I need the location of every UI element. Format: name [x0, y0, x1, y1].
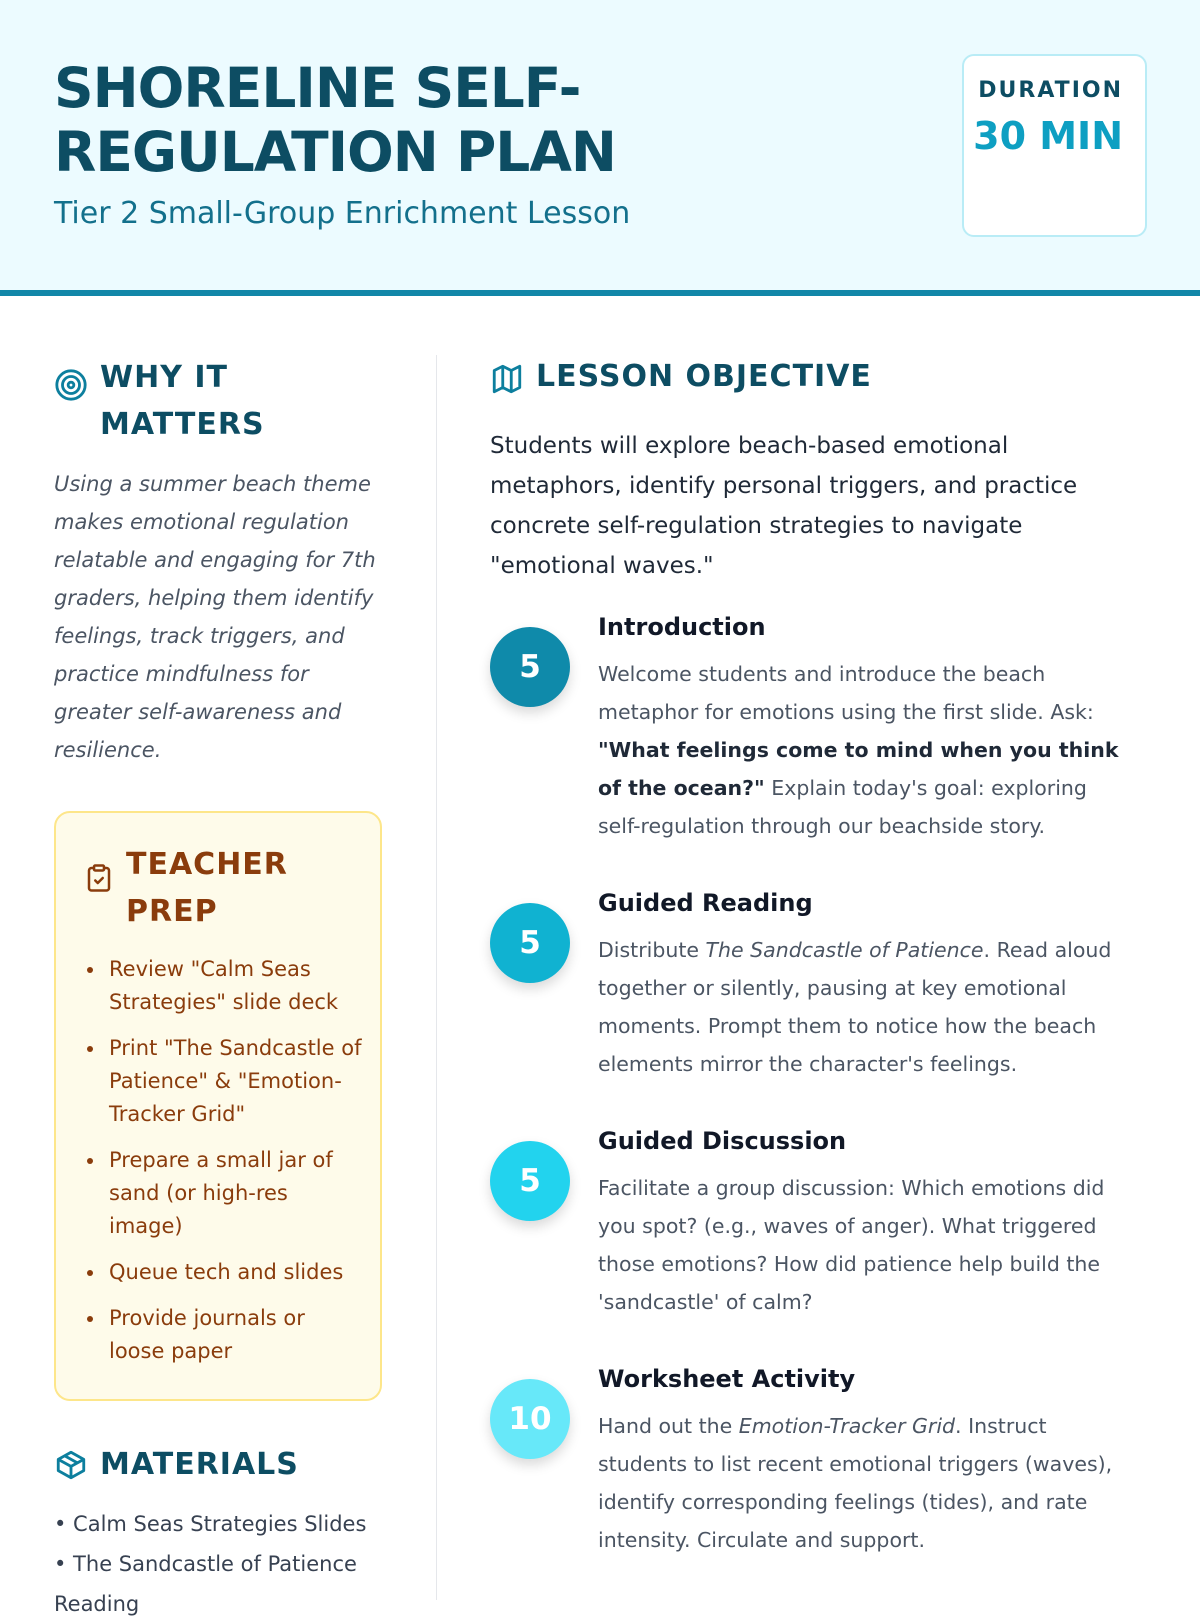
- map-icon: [490, 362, 524, 396]
- list-item: • The Sandcastle of Patience Reading: [54, 1552, 357, 1616]
- materials-title: MATERIALS: [100, 1447, 299, 1482]
- page-title: SHORELINE SELF-REGULATION PLAN: [54, 56, 616, 184]
- lesson-objective-text: Students will explore beach-based emotional metaphors, identify personal triggers, and practice concrete self-regulation strategies to navigate "emotional waves.": [490, 433, 1078, 579]
- why-it-matters-title: WHY IT MATTERS: [100, 360, 265, 442]
- step-description: Distribute The Sandcastle of Patience. Read aloud together or silently, pausing at key emotional moments. Prompt them to notice how the beach elements mirror the character's feelings.: [598, 938, 1112, 1076]
- materials-list: [54, 1504, 394, 1624]
- materials-heading: [54, 1440, 299, 1490]
- list-item: Queue tech and slides: [84, 1256, 364, 1289]
- step-description: Hand out the Emotion-Tracker Grid. Instruct students to list recent emotional triggers (waves), identify corresponding feelings (tides), and rate intensity. Circulate and support.: [598, 1414, 1113, 1552]
- why-it-matters-text: Using a summer beach theme makes emotional regulation relatable and engaging for 7th graders, helping them identify feelings, track triggers, and practice mindfulness for greater self-awareness and resilience.: [54, 472, 376, 762]
- list-item: Provide journals or loose paper: [84, 1302, 364, 1368]
- duration-card: [962, 54, 1147, 237]
- list-item: Print "The Sandcastle of Patience" & "Emotion-Tracker Grid": [84, 1032, 364, 1131]
- step-description: Facilitate a group discussion: Which emotions did you spot? (e.g., waves of anger). What triggered those emotions? How did patience help build the 'sandcastle' of calm?: [598, 1176, 1105, 1314]
- box-icon: [54, 1448, 88, 1482]
- list-item: • Calm Seas Strategies Slides: [54, 1512, 367, 1536]
- step-title: Introduction: [598, 613, 766, 641]
- lesson-objective-heading: [490, 354, 872, 399]
- list-item: Review "Calm Seas Strategies" slide deck: [84, 953, 364, 1019]
- header-banner: [0, 0, 1200, 296]
- target-icon: [54, 368, 88, 402]
- step-minutes-badge: 5: [490, 1141, 570, 1221]
- step-title: Guided Reading: [598, 889, 813, 917]
- step-minutes-badge: 10: [490, 1379, 570, 1459]
- page-subtitle: Tier 2 Small-Group Enrichment Lesson: [54, 196, 631, 231]
- why-it-matters-heading: [54, 354, 300, 448]
- step-title: Worksheet Activity: [598, 1365, 856, 1393]
- teacher-prep-heading: [84, 841, 326, 935]
- step-minutes-badge: 5: [490, 627, 570, 707]
- duration-value: 30 MIN: [973, 114, 1123, 158]
- duration-label: DURATION: [978, 78, 1123, 103]
- teacher-prep-list: [84, 953, 364, 1381]
- step-title: Guided Discussion: [598, 1127, 847, 1155]
- teacher-prep-card: [54, 811, 382, 1401]
- clipboard-check-icon: [84, 863, 114, 893]
- teacher-prep-title: TEACHER PREP: [126, 847, 288, 929]
- lesson-objective-title: LESSON OBJECTIVE: [536, 359, 872, 394]
- step-minutes-badge: 5: [490, 903, 570, 983]
- column-divider: [436, 355, 437, 1600]
- step-description: Welcome students and introduce the beach metaphor for emotions using the first slide. Ask: "What feelings come to mind when you think of the ocean?" Explain today's goal: exploring self-regulation through our beachside story.: [598, 662, 1119, 838]
- list-item: Prepare a small jar of sand (or high-res image): [84, 1144, 364, 1243]
